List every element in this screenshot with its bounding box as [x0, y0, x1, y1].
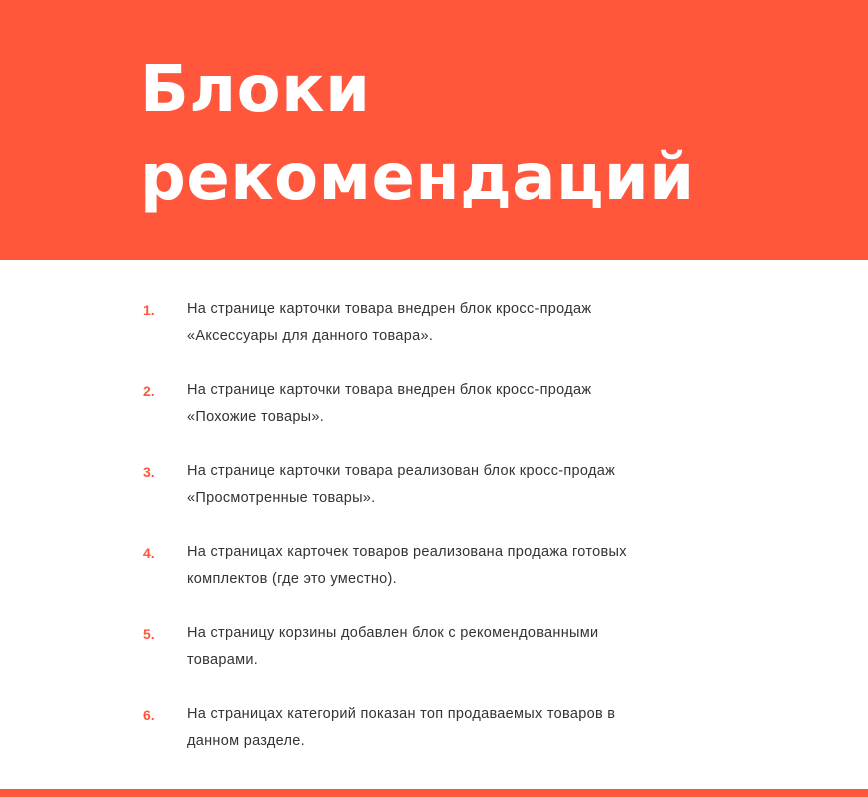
list-item [143, 539, 703, 620]
list-item-number: 2. [143, 383, 155, 399]
list-item-number: 5. [143, 626, 155, 642]
list-item-number: 3. [143, 464, 155, 480]
list-item [143, 377, 703, 458]
list-item-text-line-2: комплектов (где это уместно). [187, 571, 398, 587]
list-item-text [187, 296, 697, 350]
list-item [143, 620, 703, 701]
list-item-text-line-2: «Похожие товары». [187, 409, 325, 425]
list-item-text [187, 620, 697, 674]
list-item-text [187, 458, 697, 512]
list-item-text [187, 539, 697, 593]
list-item-text-line-1: На страницах карточек товаров реализована продажа готовых [187, 544, 627, 560]
list-item-text-line-1: На страницах категорий показан топ продаваемых товаров в [187, 706, 616, 722]
list-item [143, 296, 703, 377]
page-title [140, 46, 840, 222]
list-item-number: 4. [143, 545, 155, 561]
list-item [143, 458, 703, 539]
list-item-text-line-1: На страницу корзины добавлен блок с рекомендованными [187, 625, 599, 641]
header-banner [0, 0, 868, 260]
footer-divider [0, 789, 868, 797]
page-title-line-2: рекомендаций [140, 141, 695, 215]
list-item-text [187, 701, 697, 755]
list-item-text [187, 377, 697, 431]
page-title-line-1: Блоки [140, 53, 371, 127]
list-item-text-line-1: На странице карточки товара реализован блок кросс-продаж [187, 463, 616, 479]
list-item-text-line-2: товарами. [187, 652, 259, 668]
list-item-text-line-2: «Аксессуары для данного товара». [187, 328, 434, 344]
list-item-text-line-1: На странице карточки товара внедрен блок кросс-продаж [187, 382, 592, 398]
list-item-text-line-2: «Просмотренные товары». [187, 490, 376, 506]
recommendations-list [143, 296, 703, 782]
list-item-number: 6. [143, 707, 155, 723]
list-item-text-line-2: данном разделе. [187, 733, 305, 749]
list-item-text-line-1: На странице карточки товара внедрен блок кросс-продаж [187, 301, 592, 317]
list-item-number: 1. [143, 302, 155, 318]
list-item [143, 701, 703, 782]
